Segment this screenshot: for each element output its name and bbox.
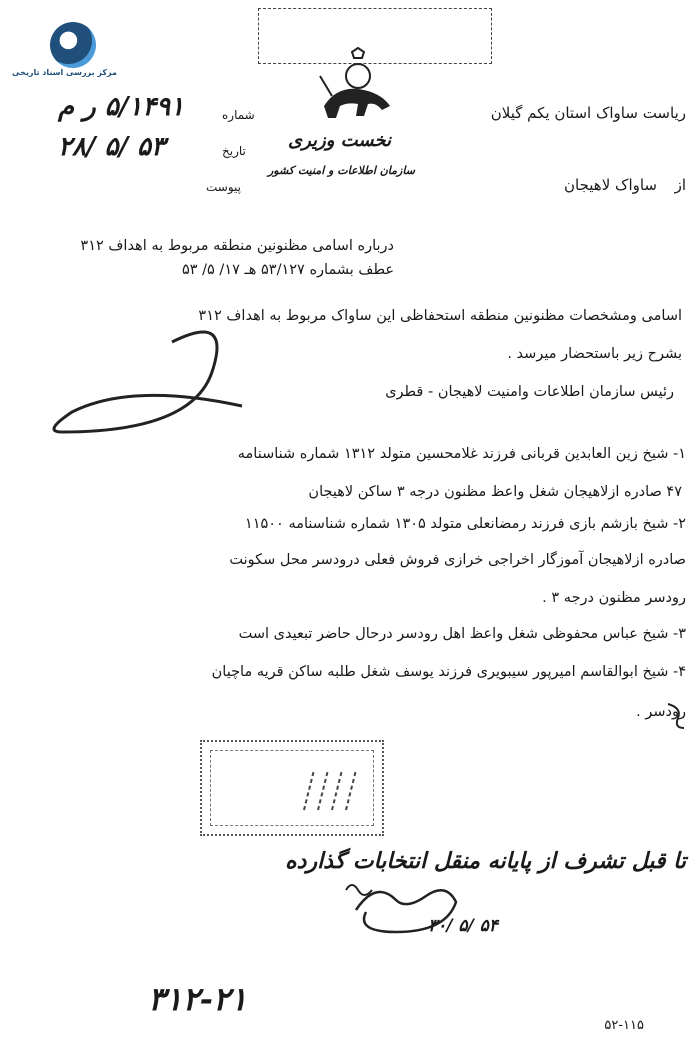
signature-line: رئیس سازمان اطلاعات وامنیت لاهیجان - قطری <box>385 384 674 400</box>
list-item: رودسر مظنون درجه ۳ . <box>542 590 686 606</box>
signature-scribble <box>326 870 486 950</box>
file-number: ۳۱۲-۲۱ <box>148 980 248 1018</box>
page-number: ۵۲-۱۱۵ <box>604 1018 644 1033</box>
intro-line-2: بشرح زیر باستحضار میرسد . <box>507 346 682 362</box>
lion-and-sun-emblem-icon <box>312 46 400 128</box>
from-value: ساواک لاهیجان <box>564 176 658 194</box>
archive-logo-icon <box>50 22 96 68</box>
from-line <box>564 176 686 194</box>
handwritten-check-mark <box>664 700 688 730</box>
subject-line-2: عطف بشماره ۵۳/۱۲۷ هـ ۱۷/ ۵/ ۵۳ <box>181 262 394 278</box>
number-value: ۵/۱۴۹۱ ر م <box>58 92 185 122</box>
handwritten-loop-mark <box>22 318 252 448</box>
subject-line-1: درباره اسامی مظنونین منطقه مربوط به اهداف ۳۱۲ <box>80 238 394 254</box>
list-item: ۲- شیخ بازشم بازی فرزند رمضانعلی متولد ۱۳۰۵ شماره شناسنامه ۱۱۵۰۰ <box>244 516 686 532</box>
number-label: شماره <box>222 108 255 122</box>
attachment-label: پیوست <box>206 180 241 194</box>
archive-logo-text: مرکز بررسی اسناد تاریخی <box>12 68 117 77</box>
office-title: ریاست ساواک استان یکم گیلان <box>490 104 686 122</box>
date-value: ۲۸/ ۵/ ۵۳ <box>58 132 165 162</box>
list-item: رودسر . <box>636 704 686 720</box>
handwritten-note: تا قبل تشرف از پایانه منقل انتخابات گذارده <box>285 848 686 874</box>
from-label: از <box>674 176 686 194</box>
received-stamp <box>200 740 384 836</box>
date-label: تاریخ <box>222 144 246 158</box>
list-item: ۱- شیخ زین العابدین قربانی فرزند غلامحسین متولد ۱۳۱۲ شماره شناسنامه <box>237 446 686 462</box>
list-item: ۴- شیخ ابوالقاسم امیرپور سیبویری فرزند یوسف شغل طلبه ساکن قریه ماچیان <box>211 664 686 680</box>
handwritten-date: ۳۰/ ۵/ ۵۴ <box>428 916 498 936</box>
list-item: ۳- شیخ عباس محفوظی شغل واعظ اهل رودسر درحال حاضر تبعیدی است <box>238 626 686 642</box>
intro-line-1: اسامی ومشخصات مظنونین منطقه استحفاظی این ساواک مربوط به اهداف ۳۱۲ <box>198 308 682 324</box>
list-item: ۴۷ صادره ازلاهیجان شغل واعظ مظنون درجه ۳ ساکن لاهیجان <box>308 484 682 500</box>
list-item: صادره ازلاهیجان آموزگار اخراجی خرازی فروش فعلی درودسر محل سکونت <box>229 552 686 568</box>
stamp-scribble-icon <box>298 760 368 820</box>
emblem-title: نخست وزیری <box>288 130 392 151</box>
emblem-subtitle: سازمان اطلاعات و امنیت کشور <box>268 164 415 177</box>
